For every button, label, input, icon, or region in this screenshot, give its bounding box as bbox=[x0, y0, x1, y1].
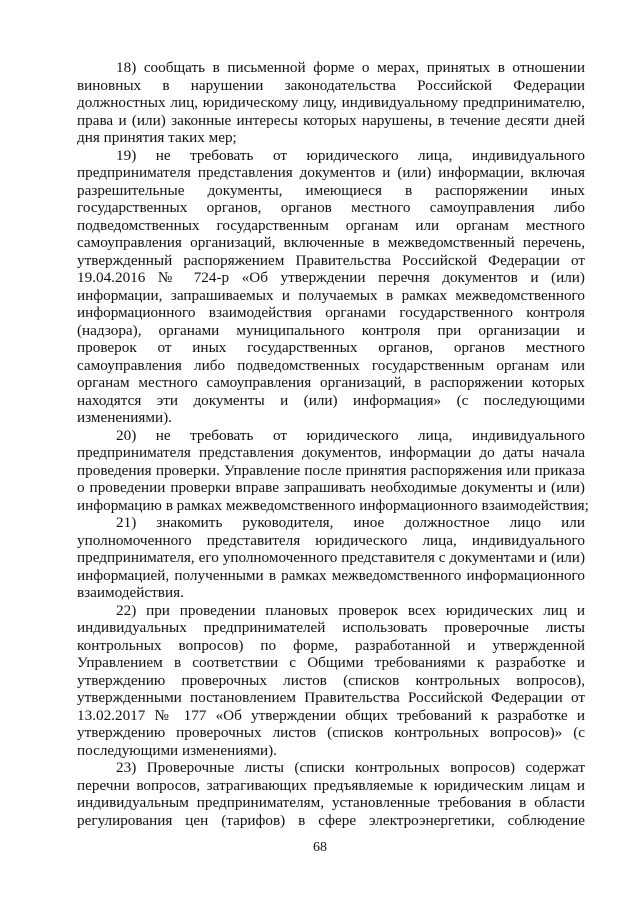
text-line: должностных лиц, юридическому лицу, индивидуальному предпринимателю, bbox=[77, 94, 585, 111]
text-line: 23) Проверочные листы (списки контрольных вопросов) содержат bbox=[116, 759, 585, 776]
document-body bbox=[77, 59, 589, 829]
text-line: информации, запрашиваемых и получаемых в рамках межведомственного bbox=[77, 286, 585, 304]
text-line: 21) знакомить руководителя, иное должностное лицо или bbox=[116, 514, 585, 531]
text-line: индивидуальным предпринимателям, установленные требования в области bbox=[77, 794, 585, 811]
text-line: перечни вопросов, затрагивающих предъявляемые к юридическим лицам и bbox=[77, 776, 585, 794]
text-line: самоуправления либо подведомственных государственным органам или bbox=[77, 356, 585, 374]
text-line: 20) не требовать от юридического лица, индивидуального bbox=[116, 426, 585, 444]
text-line: утвержденный распоряжением Правительства Российской Федерации от bbox=[77, 251, 585, 269]
text-line: проверок от иных государственных органов, органов местного bbox=[77, 339, 585, 356]
text-line: информацией, полученными в рамках межведомственного информационного bbox=[77, 566, 585, 584]
text-line: предпринимателя представления документов, информации до даты начала bbox=[77, 444, 585, 461]
text-line: последующими изменениями). bbox=[77, 741, 277, 759]
text-line: 18) сообщать в письменной форме о мерах, принятых в отношении bbox=[116, 59, 585, 76]
text-line: утверждению проверочных листов (списков контрольных вопросов), bbox=[77, 671, 585, 689]
text-line: находятся эти документы и (или) информация» (с последующими bbox=[77, 391, 585, 409]
text-line: государственных органов, органов местного самоуправления либо bbox=[77, 199, 585, 216]
text-line: информационного взаимодействия органами государственного контроля bbox=[77, 304, 585, 321]
text-line: 19.04.2016 № 724-р «Об утверждении перечня документов и (или) bbox=[77, 269, 585, 286]
text-line: самоуправления организаций, включенные в межведомственный перечень, bbox=[77, 234, 585, 251]
page-number: 68 bbox=[313, 840, 327, 855]
text-line: (надзора), органами муниципального контроля при организации и bbox=[77, 321, 585, 339]
text-line: утверждению проверочных листов (списков контрольных вопросов)» (с bbox=[77, 724, 585, 741]
text-line: контрольных вопросов) по форме, разработанной и утвержденной bbox=[77, 636, 585, 654]
text-line: Управлением в соответствии с Общими требованиями к разработке и bbox=[77, 654, 585, 671]
text-line: регулирования цен (тарифов) в сфере электроэнергетики, соблюдение bbox=[77, 811, 585, 829]
text-line: 13.02.2017 № 177 «Об утверждении общих требований к разработке и bbox=[77, 706, 585, 724]
text-line: предпринимателя, его уполномоченного представителя с документами и (или) bbox=[77, 549, 585, 566]
text-line: органам местного самоуправления организаций, в распоряжении которых bbox=[77, 374, 585, 391]
text-line: утвержденными постановлением Правительства Российской Федерации от bbox=[77, 689, 585, 706]
text-line: предпринимателя представления документов и (или) информации, включая bbox=[77, 164, 585, 181]
text-line: разрешительные документы, имеющиеся в распоряжении иных bbox=[77, 181, 585, 199]
text-line: дня принятия таких мер; bbox=[77, 129, 237, 146]
text-line: взаимодействия. bbox=[77, 584, 184, 601]
text-line: изменениями). bbox=[77, 409, 172, 426]
text-line: индивидуальных предпринимателей использовать проверочные листы bbox=[77, 619, 585, 636]
text-line: права и (или) законные интересы которых нарушены, в течение десяти дней bbox=[77, 111, 585, 129]
text-line: виновных в нарушении законодательства Российской Федерации bbox=[77, 76, 585, 94]
text-line: уполномоченного представителя юридического лица, индивидуального bbox=[77, 531, 585, 549]
text-line: 19) не требовать от юридического лица, индивидуального bbox=[116, 146, 585, 164]
text-line: проведения проверки. Управление после принятия распоряжения или приказа bbox=[77, 461, 585, 479]
text-line: информацию в рамках межведомственного информационного взаимодействия; bbox=[77, 496, 589, 514]
text-line: подведомственных государственным органам или органам местного bbox=[77, 216, 585, 234]
text-line: 22) при проведении плановых проверок всех юридических лиц и bbox=[116, 601, 585, 619]
text-line: о проведении проверки вправе запрашивать необходимые документы и (или) bbox=[77, 479, 585, 496]
